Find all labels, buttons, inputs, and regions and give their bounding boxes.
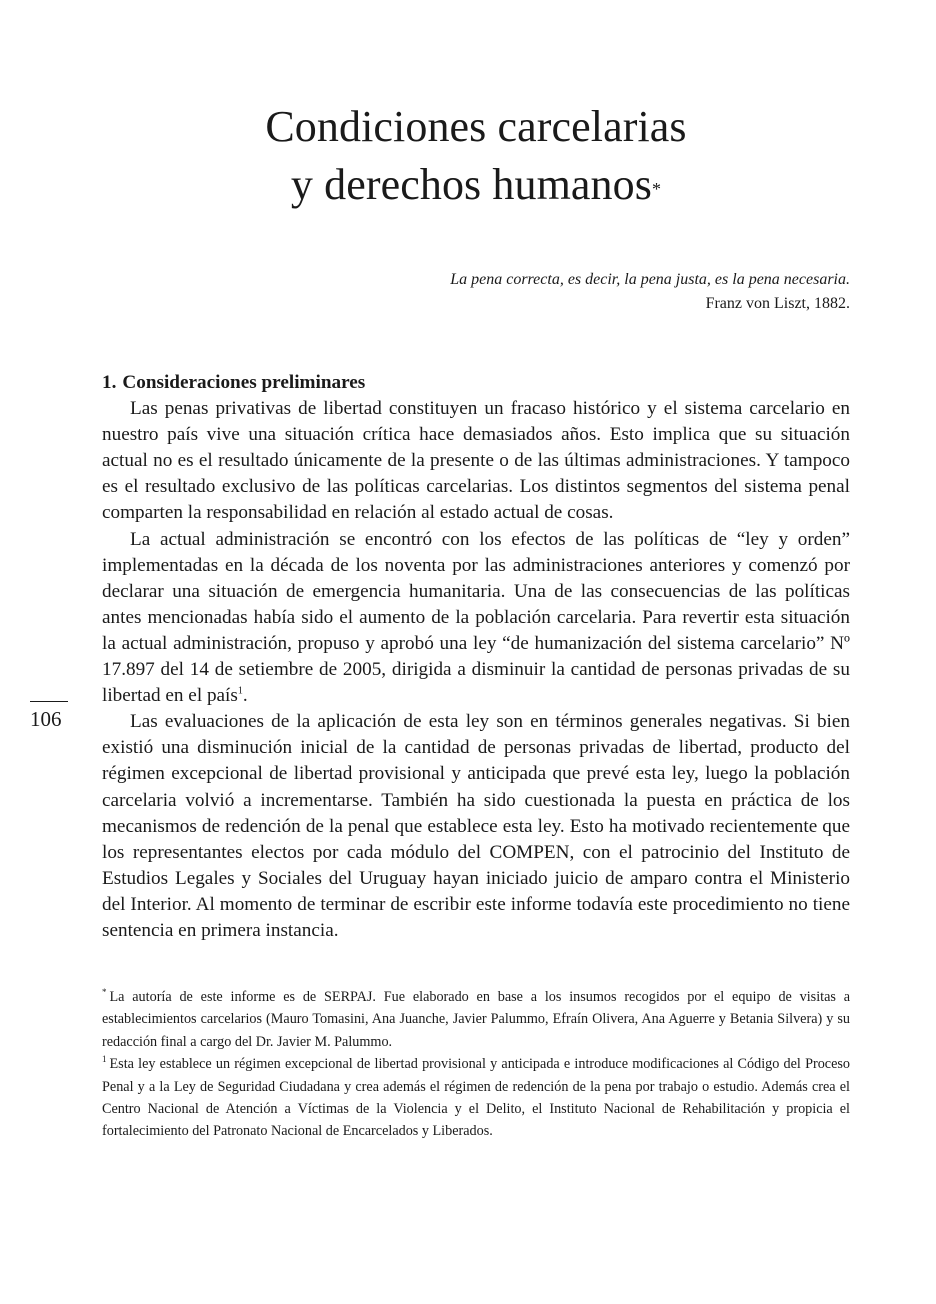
section-heading [102,370,850,396]
page-number: 106 [30,707,62,731]
footnote-text: La autoría de este informe es de SERPAJ. Fue elaborado en base a los insumos recogidos por el equipo de visitas a establecimientos carcelarios (Mauro Tomasini, Ana Juanche, Javier Palummo, Efraín Olivera, Ana Aguerre y Betania Silvera) y su redacción final a cargo del Dr. Javier M. Palummo. [102,989,850,1050]
epigraph [330,268,850,316]
section-heading-text: Consideraciones preliminares [122,372,366,393]
footnote-mark: * [102,987,107,998]
paragraph-2-end: . [242,685,248,707]
main-text [102,370,850,944]
paragraph-1: Las penas privativas de libertad constituyen un fracaso histórico y el sistema carcelario en nuestro país vive una situación crítica hace demasiados años. Esto implica que su situación actual no es el resultado únicamente de la presente o de las últimas administraciones. Y tampoco es el resultado exclusivo de las políticas carcelarias. Los distintos segmentos del sistema penal comparten la responsabilidad en relación al estado actual de cosas. [102,398,850,524]
page-title [102,98,850,214]
epigraph-author: Franz von Liszt, 1882. [705,295,850,312]
footnote-1 [102,1053,850,1143]
footnote-star [102,986,850,1053]
paragraph-2 [102,527,850,710]
section-number: 1. [102,372,117,393]
title-footnote-marker: * [651,179,662,199]
footnote-text: Esta ley establece un régimen excepcional de libertad provisional y anticipada e introduce modificaciones al Código del Proceso Penal y a la Ley de Seguridad Ciudadana y crea además el régimen de redención de la pena por trabajo o estudio. Además crea el Centro Nacional de Atención a Víctimas de la Violencia y el Delito, el Instituto Nacional de Rehabilitación y propicia el fortalecimiento del Patronato Nacional de Encarcelados y Liberados. [102,1056,850,1140]
title-line-2: y derechos humanos [290,160,652,209]
page-number-rule [30,701,68,702]
paragraph-2-text: La actual administración se encontró con los efectos de las políticas de “ley y orden” implementadas en la década de los noventa por las administraciones anteriores y comenzó por declarar una situación de emergencia humanitaria. Una de las consecuencias de las políticas antes mencionadas había sido el aumento de la población carcelaria. Para revertir esta situación la actual administración, propuso y aprobó una ley “de humanización del sistema carcelario” Nº 17.897 del 14 de setiembre de 2005, dirigida a disminuir la cantidad de personas privadas de su libertad en el país [102,528,850,707]
footnote-reference-1[interactable]: 1 [237,685,243,697]
footnotes [102,986,850,1143]
title-line-1: Condiciones carcelarias [265,102,687,151]
footnote-mark: 1 [102,1054,107,1065]
paragraph-3: Las evaluaciones de la aplicación de esta ley son en términos generales negativas. Si bien existió una disminución inicial de la cantidad de personas privadas de libertad, producto del régimen excepcional de libertad provisional y anticipada que prevé esta ley, luego la población carcelaria volvió a incrementarse. También ha sido cuestionada la puesta en práctica de los mecanismos de redención de la penal que establece esta ley. Esto ha motivado recientemente que los representantes electos por cada módulo del COMPEN, con el patrocinio del Instituto de Estudios Legales y Sociales del Uruguay hayan iniciado juicio de amparo contra el Ministerio del Interior. Al momento de terminar de escribir este informe todavía este procedimiento no tiene sentencia en primera instancia. [102,711,850,941]
epigraph-quote: La pena correcta, es decir, la pena justa, es la pena necesaria. [450,271,850,288]
